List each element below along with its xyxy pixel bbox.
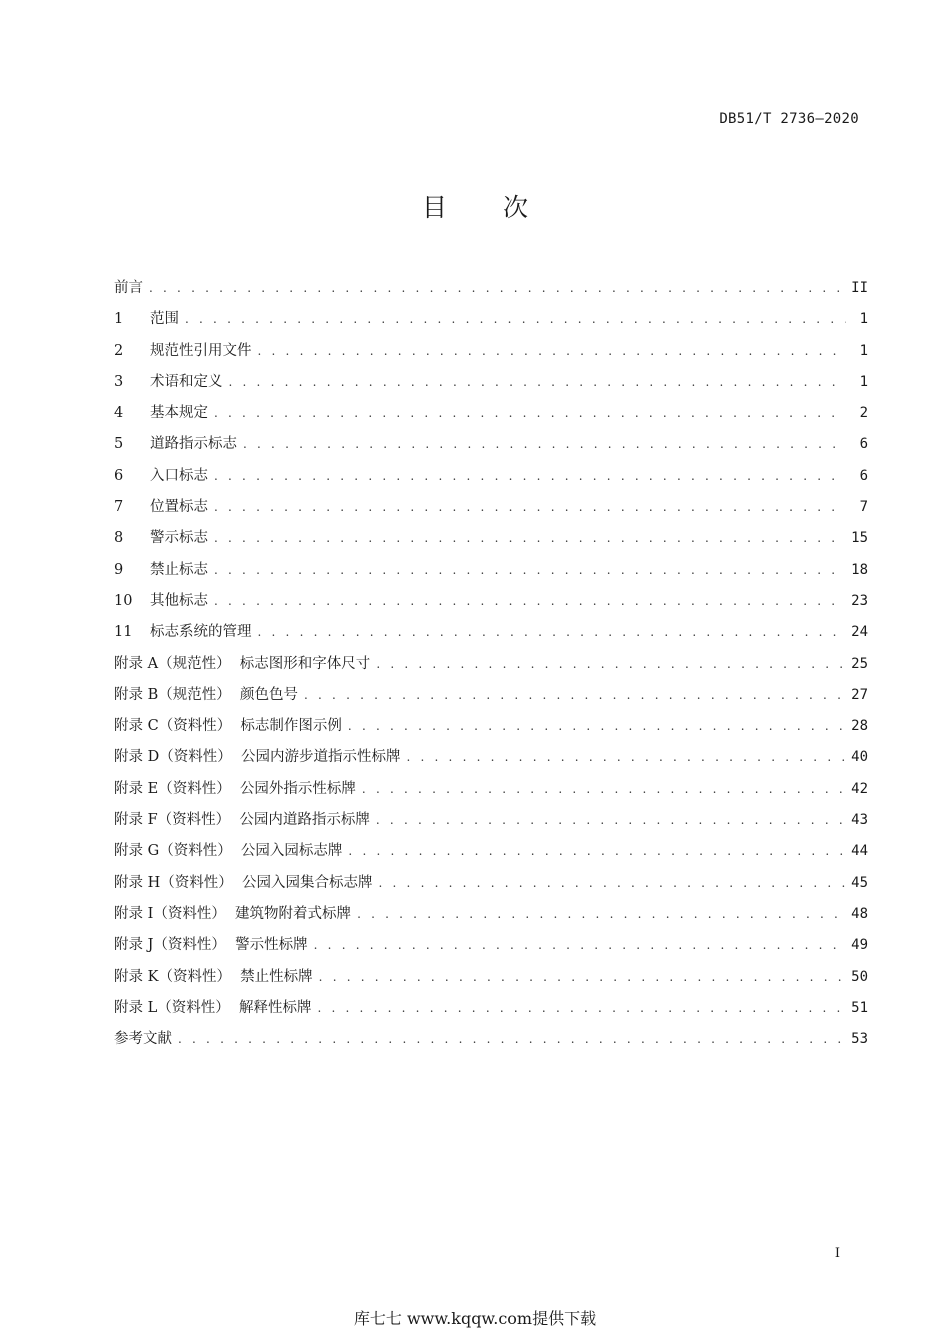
toc-entry-text: 附录 G（资料性） 公园入园标志牌 <box>114 843 343 860</box>
toc-entry-label <box>114 589 208 610</box>
toc-dot-leader <box>317 1001 845 1015</box>
toc-entry-text: 参考文献 <box>114 1031 172 1048</box>
toc-entry-text: 规范性引用文件 <box>150 342 252 359</box>
toc-dot-leader <box>362 782 845 796</box>
toc-entry-text: 其他标志 <box>150 592 208 609</box>
toc-entry[interactable] <box>114 589 868 620</box>
toc-entry-text: 附录 I（资料性） 建筑物附着式标牌 <box>114 905 352 922</box>
toc-entry-label <box>114 839 342 860</box>
page-number: I <box>834 1246 840 1261</box>
toc-entry-text: 附录 B（规范性） 颜色色号 <box>114 686 298 703</box>
toc-entry-text: 附录 J（资料性） 警示性标牌 <box>114 937 308 954</box>
toc-entry-page: 50 <box>851 968 868 985</box>
toc-entry-number: 1 <box>114 311 124 328</box>
toc-entry-number: 2 <box>114 342 124 359</box>
toc-entry-label <box>114 307 179 328</box>
toc-entry-label <box>114 339 252 360</box>
toc-entry-label <box>114 777 356 798</box>
toc-entry-text: 道路指示标志 <box>150 436 237 453</box>
toc-entry[interactable] <box>114 902 868 933</box>
toc-entry-label <box>114 965 313 986</box>
toc-entry-label <box>114 1027 172 1048</box>
toc-entry-label <box>114 652 370 673</box>
toc-dot-leader <box>258 344 847 358</box>
toc-entry-label <box>114 558 208 579</box>
toc-entry-label <box>114 464 208 485</box>
toc-dot-leader <box>214 406 846 420</box>
toc-entry-number: 6 <box>114 467 124 484</box>
toc-entry[interactable] <box>114 432 868 463</box>
toc-entry-label <box>114 620 252 641</box>
toc-entry-label <box>114 714 342 735</box>
toc-entry-page: 15 <box>851 530 868 547</box>
toc-entry-number: 3 <box>114 373 124 390</box>
toc-entry[interactable] <box>114 714 868 745</box>
toc-entry-page: 44 <box>851 843 868 860</box>
toc-entry-label <box>114 495 208 516</box>
toc-dot-leader <box>348 719 845 733</box>
toc-entry-text: 警示标志 <box>150 530 208 547</box>
toc-dot-leader <box>348 844 845 858</box>
toc-entry-label <box>114 933 308 954</box>
toc-entry-label <box>114 871 372 892</box>
toc-entry-page: 45 <box>851 874 868 891</box>
toc-entry-page: 6 <box>859 436 868 453</box>
toc-entry[interactable] <box>114 339 868 370</box>
download-footer: 库七七 www.kqqw.com提供下载 <box>353 1309 597 1328</box>
toc-entry[interactable] <box>114 683 868 714</box>
toc-entry-page: 48 <box>851 905 868 922</box>
toc-dot-leader <box>229 375 847 389</box>
toc-entry-number: 8 <box>114 530 124 547</box>
toc-entry-page: II <box>851 280 868 296</box>
toc-entry[interactable] <box>114 745 868 776</box>
toc-dot-leader <box>214 563 845 577</box>
toc-dot-leader <box>376 657 845 671</box>
toc-entry-label <box>114 902 351 923</box>
toc-entry-label <box>114 808 370 829</box>
toc-entry-label <box>114 745 400 766</box>
toc-entry-page: 42 <box>851 780 868 797</box>
toc-dot-leader <box>214 531 845 545</box>
toc-entry[interactable] <box>114 558 868 589</box>
toc-entry-page: 23 <box>851 592 868 609</box>
toc-entry-page: 40 <box>851 749 868 766</box>
toc-entry[interactable] <box>114 777 868 808</box>
toc-entry-page: 27 <box>851 686 868 703</box>
toc-entry-text: 基本规定 <box>150 405 208 422</box>
toc-dot-leader <box>214 594 845 608</box>
toc-dot-leader <box>178 1032 845 1046</box>
toc-entry-text: 附录 F（资料性） 公园内道路指示标牌 <box>114 812 370 829</box>
toc-dot-leader <box>149 281 845 295</box>
toc-dot-leader <box>406 750 845 764</box>
toc-entry-text: 前言 <box>114 280 143 296</box>
toc-entry-text: 标志系统的管理 <box>150 624 252 641</box>
toc-entry-text: 术语和定义 <box>150 373 223 390</box>
toc-entry-page: 18 <box>851 561 868 578</box>
toc-dot-leader <box>314 938 846 952</box>
toc-entry-page: 51 <box>851 999 868 1016</box>
toc-entry-page: 1 <box>859 311 868 328</box>
toc-entry-page: 24 <box>851 624 868 641</box>
toc-entry[interactable] <box>114 526 868 557</box>
toc-dot-leader <box>185 312 846 326</box>
toc-entry-page: 43 <box>851 812 868 829</box>
toc-dot-leader <box>258 625 846 639</box>
toc-entry-text: 附录 L（资料性） 解释性标牌 <box>114 999 312 1016</box>
toc-entry[interactable] <box>114 401 868 432</box>
toc-entry-number: 10 <box>114 592 133 609</box>
toc-entry-text: 附录 K（资料性） 禁止性标牌 <box>114 968 313 985</box>
toc-entry-number: 9 <box>114 561 124 578</box>
toc-entry[interactable] <box>114 370 868 401</box>
toc-entry-label <box>114 526 208 547</box>
toc-entry[interactable] <box>114 652 868 683</box>
toc-entry[interactable] <box>114 808 868 839</box>
toc-entry-page: 2 <box>859 405 868 422</box>
toc-entry[interactable] <box>114 996 868 1027</box>
toc-entry-page: 1 <box>859 373 868 390</box>
table-of-contents <box>114 276 868 1058</box>
toc-entry-text: 附录 D（资料性） 公园内游步道指示性标牌 <box>114 749 401 766</box>
toc-entry-page: 28 <box>851 718 868 735</box>
toc-entry-label <box>114 370 223 391</box>
toc-entry[interactable] <box>114 933 868 964</box>
toc-dot-leader <box>243 437 846 451</box>
toc-entry-number: 5 <box>114 436 124 453</box>
toc-entry-page: 7 <box>859 499 868 516</box>
toc-entry-text: 附录 C（资料性） 标志制作图示例 <box>114 718 342 735</box>
toc-dot-leader <box>304 688 845 702</box>
toc-entry[interactable] <box>114 620 868 651</box>
toc-entry-label <box>114 276 143 297</box>
toc-entry-label <box>114 432 237 453</box>
toc-entry-number: 7 <box>114 499 124 516</box>
document-code: DB51/T 2736—2020 <box>719 111 859 127</box>
toc-entry-label <box>114 683 298 704</box>
toc-entry-text: 附录 E（资料性） 公园外指示性标牌 <box>114 780 356 797</box>
toc-entry-page: 53 <box>851 1031 868 1048</box>
toc-entry-number: 11 <box>114 624 133 641</box>
toc-entry-text: 附录 H（资料性） 公园入园集合标志牌 <box>114 874 373 891</box>
toc-entry-text: 位置标志 <box>150 499 208 516</box>
toc-dot-leader <box>376 813 845 827</box>
toc-entry[interactable] <box>114 307 868 338</box>
toc-entry-text: 禁止标志 <box>150 561 208 578</box>
toc-entry-label <box>114 996 311 1017</box>
toc-entry-page: 49 <box>851 937 868 954</box>
toc-entry-page: 6 <box>859 467 868 484</box>
toc-dot-leader <box>214 500 846 514</box>
toc-dot-leader <box>214 469 846 483</box>
toc-entry[interactable] <box>114 276 868 307</box>
toc-entry[interactable] <box>114 495 868 526</box>
toc-entry-page: 1 <box>859 342 868 359</box>
toc-entry-text: 附录 A（规范性） 标志图形和字体尺寸 <box>114 655 371 672</box>
toc-entry-page: 25 <box>851 655 868 672</box>
toc-entry-label <box>114 401 208 422</box>
toc-entry-number: 4 <box>114 405 124 422</box>
toc-entry[interactable] <box>114 464 868 495</box>
toc-entry[interactable] <box>114 839 868 870</box>
toc-dot-leader <box>378 876 845 890</box>
toc-dot-leader <box>319 970 845 984</box>
toc-entry-text: 范围 <box>150 311 179 328</box>
toc-dot-leader <box>357 907 845 921</box>
toc-entry-text: 入口标志 <box>150 467 208 484</box>
toc-entry[interactable] <box>114 871 868 902</box>
toc-title: 目 次 <box>422 193 552 222</box>
toc-entry[interactable] <box>114 1027 868 1058</box>
toc-entry[interactable] <box>114 965 868 996</box>
